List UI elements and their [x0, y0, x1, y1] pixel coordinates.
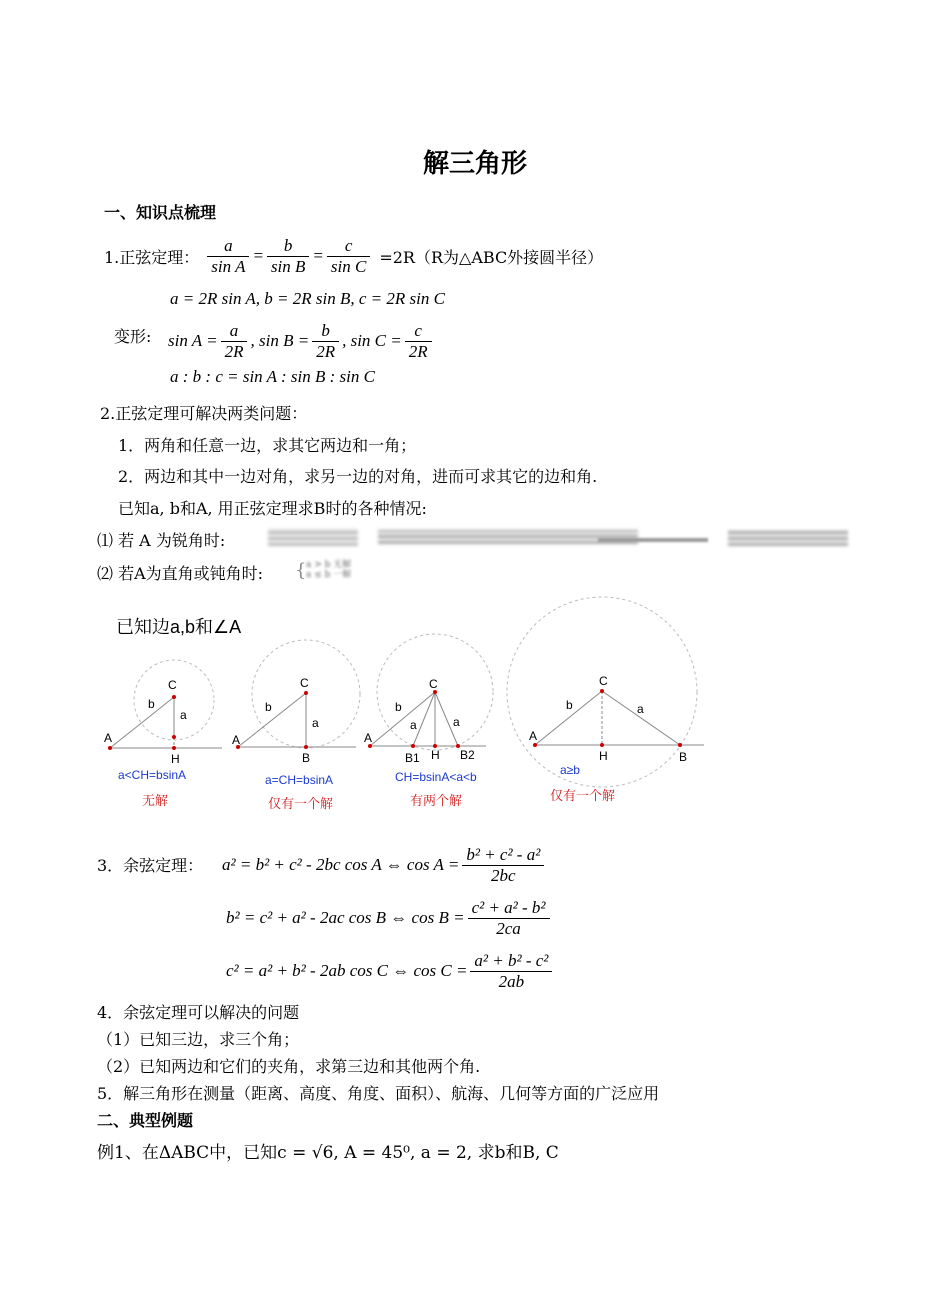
label-H: H — [431, 748, 440, 762]
fraction — [207, 236, 249, 277]
label-C: C — [300, 676, 309, 690]
blurred-cases — [306, 560, 351, 580]
fraction — [468, 898, 550, 939]
numerator: c — [405, 321, 432, 342]
numerator: a — [221, 321, 248, 342]
denominator: 2ab — [498, 971, 525, 991]
label-A: A — [232, 733, 241, 747]
case-2-figure — [232, 640, 360, 765]
case3-result: 有两个解 — [410, 794, 463, 809]
label-A: A — [529, 729, 538, 743]
label-H: H — [599, 749, 608, 763]
fraction — [470, 951, 552, 992]
fraction — [405, 321, 432, 362]
item4-point2: （2）已知两边和它们的夹角，求第三边和其他两个角. — [97, 1057, 481, 1076]
section-heading-1: 一、知识点梳理 — [104, 203, 217, 222]
cosine-eq-1 — [222, 840, 547, 890]
case-3-figure — [364, 634, 493, 765]
denominator: 2R — [224, 341, 244, 361]
label-C: C — [599, 674, 608, 688]
sine-law-tail: =2R（R为△ABC外接圆半径） — [379, 247, 604, 267]
case3-condition: CH=bsinA<a<b — [395, 770, 477, 784]
numerator: b — [267, 236, 309, 257]
equation-left: b² = c² + a² - 2ac cos B ⇔ cos B = — [226, 908, 465, 927]
label-A: A — [104, 731, 113, 745]
numerator: c — [327, 236, 370, 257]
sinB-label: , sin B = — [250, 331, 310, 350]
fraction — [221, 321, 248, 362]
cosine-eq-3 — [226, 946, 555, 996]
fraction — [462, 845, 544, 886]
sine-law-variants — [168, 318, 435, 364]
label-B2: B2 — [460, 748, 475, 762]
denominator: 2R — [408, 341, 428, 361]
label-a: a — [410, 718, 417, 732]
ratio-line: a : b : c = sin A : sin B : sin C — [170, 367, 375, 386]
blurred-formula — [268, 524, 848, 550]
blurred-case-bottom: a ≤ b 一解 — [306, 570, 352, 580]
item2-point2: 2．两边和其中一边对角，求另一边的对角，进而可求其它的边和角. — [118, 467, 598, 486]
case2-result: 仅有一个解 — [268, 797, 334, 812]
sinA-label: sin A = — [168, 331, 218, 350]
label-B: B — [302, 751, 311, 765]
denominator: 2bc — [491, 865, 516, 885]
label-H: H — [171, 752, 180, 766]
denominator: sin C — [330, 256, 367, 276]
sine-law-label: 1.正弦定理： — [104, 247, 200, 267]
item4-point1: （1）已知三边，求三个角； — [97, 1030, 300, 1049]
label-C: C — [429, 677, 438, 691]
item5: 5．解三角形在测量（距离、高度、角度、面积）、航海、几何等方面的广泛应用 — [97, 1084, 660, 1103]
item2-point1: 1．两角和任意一边，求其它两边和一角； — [118, 436, 417, 455]
fraction — [267, 236, 309, 277]
label-B1: B1 — [405, 751, 420, 765]
case1-result: 无解 — [142, 794, 169, 809]
label-C: C — [168, 678, 177, 692]
denominator: 2R — [316, 341, 336, 361]
case1-condition: a<CH=bsinA — [118, 768, 187, 782]
item2-heading: 2.正弦定理可解决两类问题： — [100, 404, 308, 423]
numerator: a — [207, 236, 249, 257]
denominator: 2ca — [496, 918, 521, 938]
blurred-case-top: a > b 无解 — [306, 560, 352, 570]
brace-icon: { — [295, 560, 307, 581]
example-1: 例1、在ΔABC中，已知c = √6, A = 45⁰, a = 2, 求b和B, C — [97, 1143, 559, 1163]
case-obtuse: ⑵ 若A为直角或钝角时: — [97, 564, 264, 583]
case4-condition: a≥b — [560, 763, 580, 777]
diagram-heading: 已知边a,b和∠A — [116, 617, 242, 637]
sine-law-line: 1.正弦定理： $\frac{a}{\text{sin A}}$ = $\frac{b}{\text{sin B}}$ = $\frac{c}{\text{sin C}}$ =2R（R为△ABC外接圆半径） — [104, 235, 604, 276]
case4-result: 仅有一个解 — [550, 789, 616, 804]
page-title: 解三角形 — [422, 149, 527, 179]
cosine-law-label: 3．余弦定理： — [97, 856, 204, 875]
label-b: b — [148, 697, 155, 711]
numerator: a² + b² - c² — [470, 951, 552, 972]
numerator: c² + a² - b² — [468, 898, 550, 919]
denominator: sin A — [211, 256, 246, 276]
variant-label: 变形: — [114, 327, 152, 346]
numerator: b — [312, 321, 339, 342]
label-B: B — [679, 750, 688, 764]
fraction — [327, 236, 370, 277]
numerator: b² + c² - a² — [462, 845, 544, 866]
denominator: sin B — [270, 256, 306, 276]
side-b — [110, 697, 174, 748]
label-b: b — [566, 698, 573, 712]
equation-left: c² = a² + b² - 2ab cos C ⇔ cos C = — [226, 961, 468, 980]
label-a: a — [180, 708, 187, 722]
cosine-eq-2 — [226, 893, 553, 943]
case-1-figure — [104, 660, 222, 766]
equation-left: a² = b² + c² - 2bc cos A ⇔ cos A = — [222, 855, 460, 874]
section-heading-2: 二、典型例题 — [97, 1111, 194, 1130]
case-acute: ⑴ 若 A 为锐角时: — [97, 531, 226, 550]
item4-heading: 4．余弦定理可以解决的问题 — [97, 1003, 300, 1022]
sinC-label: , sin C = — [342, 331, 402, 350]
case-4-figure — [507, 597, 704, 787]
label-a: a — [453, 715, 460, 729]
label-b: b — [265, 700, 272, 714]
sine-law-expanded: a = 2R sin A, b = 2R sin B, c = 2R sin C — [170, 289, 445, 308]
item2-point3: 已知a, b和A, 用正弦定理求B时的各种情况: — [118, 499, 427, 518]
label-a: a — [637, 702, 644, 716]
label-a: a — [312, 716, 319, 730]
fraction — [312, 321, 339, 362]
label-A: A — [364, 731, 373, 745]
case2-condition: a=CH=bsinA — [265, 773, 334, 787]
label-b: b — [395, 700, 402, 714]
